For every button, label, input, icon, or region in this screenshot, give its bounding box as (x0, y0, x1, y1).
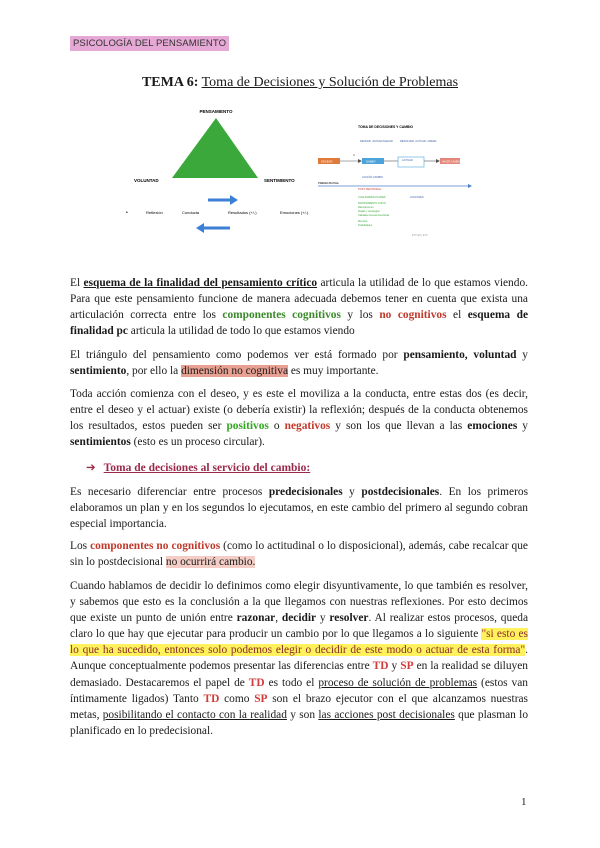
paragraph-4: Es necesario diferenciar entre procesos predecisionales y postdecisionales. En los primeros elaboramos un plan y en los segundos lo ejecutamos, en este cambio del primero al segundo cobran especial importancia. (70, 486, 529, 531)
svg-text:HACER CAMBIO: HACER CAMBIO (442, 160, 461, 164)
paragraph-5: Los componentes no cognitivos (como lo actitudinal o lo disposicional), además, cabe recalcar que sin lo postdecisional no ocurrirá cambio. (70, 540, 528, 569)
tri-row-reflexion: Reflexión (146, 210, 163, 215)
thought-triangle-figure (120, 108, 310, 238)
tri-label-right: SENTIMIENTO (264, 178, 295, 183)
paragraph-3: Toda acción comienza con el deseo, y es este el moviliza a la conducta, entre estas dos (es decir, entre el deseo y el actuar) existe (o debería existir) la reflexión; después de la conducta obtenemos los resultados, estos pueden ser positivos o negativos y son los que llevan a las emociones y sentimientos (esto es un proceso circular). (70, 388, 528, 449)
diag-l1: PREDECISIONAL (318, 182, 340, 185)
diag-top2: RESOLVER, ACTUAR, CREAR (400, 140, 437, 143)
diag-title: TOMA DE DECISIONES Y CAMBIO (358, 125, 414, 129)
triangle-shape (172, 118, 258, 178)
section-heading: ➔ Toma de decisiones al servicio del cambio: (86, 462, 311, 474)
svg-text:SABER: SABER (366, 159, 376, 164)
diag-mid: ACCIÓN CAMBIO (362, 176, 384, 179)
diag-list-5: Posibilidades (358, 224, 373, 227)
diag-l3: CUALIDADES PLANES (358, 196, 386, 199)
decision-change-diagram (318, 120, 478, 240)
paragraph-1: El esquema de la finalidad del pensamiento crítico articula la utilidad de lo que estamos viendo. Para que este pensamiento funcione de manera adecuada debemos tener en cuenta que exista una articulación correcta entre los componentes cognitivos y los no cognitivos el esquema de finalidad pc articula la utilidad de todo lo que estamos viendo (70, 277, 528, 338)
arrow-left-icon (196, 223, 230, 233)
diag-list-1: Razonamiento (358, 206, 374, 209)
diag-list-0: RAZONAMIENTO JUICIO (358, 202, 386, 205)
diag-list-4: Memoria (358, 220, 368, 223)
diag-l2: POST DECISIONAL (358, 188, 382, 191)
tri-label-left: VOLUNTAD (134, 178, 159, 183)
diag-foot: ETC ETC ETC (412, 234, 428, 237)
diag-l4: ACCIONES (410, 196, 424, 199)
arrow-right-icon (208, 195, 238, 205)
svg-text:ACTUAR: ACTUAR (402, 159, 413, 162)
diag-top1: DECIDIR, JUZGAR ELEGIR (360, 140, 393, 143)
paragraph-2: El triángulo del pensamiento como podemos ver está formado por pensamiento, voluntad y sentimiento, por ello la dimensión no cognitiva es muy importante. (70, 349, 528, 378)
tri-row-resultados: Resultados (+/-) (228, 210, 257, 215)
tri-row-conducta: Conducta (182, 210, 200, 215)
arrow-bullet-icon: ➔ (86, 462, 96, 474)
diag-list-2: Reglas y estrategias (358, 210, 380, 213)
page-title (0, 75, 600, 91)
page-number: 1 (521, 796, 527, 808)
tri-row-emociones: Emociones (+/-) (280, 210, 309, 215)
tri-label-top: PENSAMIENTO (199, 109, 233, 114)
diag-list-3: Calidades buenas heurísticas (358, 214, 390, 217)
title-tema: TEMA 6: (141, 75, 199, 90)
svg-text:DESEAR: DESEAR (321, 159, 333, 164)
svg-text:•: • (126, 210, 128, 216)
title-topic: Toma de Decisiones y Solución de Problemas (201, 75, 459, 90)
running-header: PSICOLOGÍA DEL PENSAMIENTO (70, 36, 229, 51)
paragraph-6: Cuando hablamos de decidir lo definimos como elegir disyuntivamente, lo que también es resolver, y sabemos que esto es la conclusión a la que llegamos con nuestras reflexiones. Por esto decimos que existe un punto de unión entre razonar, decidir y resolver. Al realizar estos procesos, queda claro lo que hay que ejecutar para producir un cambio por lo que llegamos a lo siguiente "si esto es lo que ha sucedido, entonces solo podemos elegir o decidir de este modo o actuar de esta forma". Aunque conceptualmente podemos presentar las diferencias entre TD y SP en la realidad se diluyen demasiado. Destacaremos el papel de TD es todo el proceso de solución de problemas (estos van íntimamente ligados) Tanto TD como SP son el brazo ejecutor con el que alcanzamos nuestras metas, posibilitando el contacto con la realidad y son las acciones post decisionales que plasman lo planificado en lo predecisional. (70, 580, 529, 737)
